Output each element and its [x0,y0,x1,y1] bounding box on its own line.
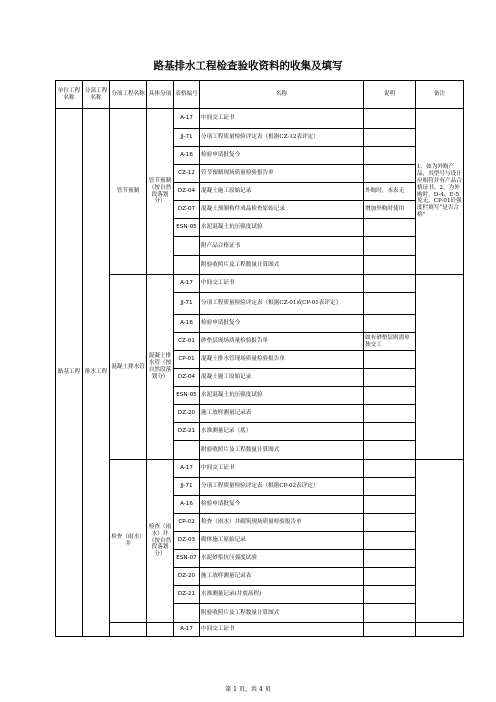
form-name: 附验收照片及工程数量计算图式 [200,256,364,275]
description-cell [364,387,416,405]
form-code: JJ-71 [174,293,200,315]
form-code: A-16 [174,147,200,165]
form-name: 附产品合格证书 [200,237,364,256]
header-unit-project: 单位工程名称 [56,81,83,109]
form-code: CP-01 [174,351,200,369]
form-code: DZ-21 [174,586,200,604]
specific-item-cell: 混凝土排水管（按自然段落划分） [147,275,174,460]
form-name: 水准测量记录(井底高程) [200,586,364,604]
description-cell [364,441,416,460]
header-remark: 备注 [416,81,464,109]
remark-cell: 1、如为外购产品，其型号与设计应相符并有产品合格证书。2、为外购时，D-4、E-5免无，CP-01砼强度栏填写“是否合格” [416,109,464,275]
form-code: A-17 [174,109,200,129]
form-name: 中间交工证书 [200,623,364,637]
form-name: 分项工程质量检验评定表（根据CZ-12表评定） [200,129,364,147]
inspection-table [55,80,464,637]
header-division-project: 分部工程名称 [83,81,110,109]
description-cell [364,532,416,550]
form-code: DZ-04 [174,183,200,201]
description-cell: 如有砂垫层则需单独交工 [364,333,416,351]
form-code: DZ-07 [174,201,200,219]
sub-item-cell [110,623,147,637]
remark-cell [416,460,464,623]
header-row [56,81,464,109]
page-number: 1 [233,686,237,693]
form-code: ESN-05 [174,219,200,237]
unit-project-cell: 路基工程 [56,109,83,637]
description-cell [364,586,416,604]
form-code: DZ-21 [174,423,200,441]
footer-label: 页 [264,686,271,693]
description-cell [364,147,416,165]
form-name: 附验收照片及工程数量计算图式 [200,441,364,460]
description-cell [364,275,416,293]
form-code: CZ-12 [174,165,200,183]
description-cell [364,109,416,129]
form-code [174,441,200,460]
description-cell [364,423,416,441]
table-row [56,460,464,478]
page-footer [0,684,496,693]
sub-item-cell: 检查（雨水）井 [110,460,147,623]
table-row [56,275,464,293]
form-name: 检验申请批复今 [200,496,364,514]
description-cell [364,237,416,256]
form-code: CP-02 [174,514,200,532]
remark-cell [416,623,464,637]
description-cell [364,315,416,333]
total-pages: 4 [259,686,263,693]
form-name: 混凝土排水管现场质量检验报告单 [200,351,364,369]
table-row [56,623,464,637]
form-name: 中间交工证书 [200,109,364,129]
form-name: 施工放样测量记录表 [200,405,364,423]
form-code: ESN-07 [174,550,200,568]
form-name: 砌体施工原始记录 [200,532,364,550]
form-code: A-16 [174,315,200,333]
header-description: 说明 [364,81,416,109]
description-cell [364,129,416,147]
description-cell [364,351,416,369]
description-cell [364,165,416,183]
header-sub-item: 分项工程名称 [110,81,147,109]
form-name: 分项工程质量检验评定表（根据CP-02表评定） [200,478,364,496]
form-code [174,604,200,623]
form-name: 检验申请批复今 [200,147,364,165]
division-project-cell: 排水工程 [83,109,110,637]
form-name: 中间交工证书 [200,460,364,478]
description-cell [364,496,416,514]
description-cell [364,623,416,637]
description-cell [364,460,416,478]
table-row [56,109,464,129]
form-code: JJ-71 [174,129,200,147]
description-cell [364,568,416,586]
header-form-code: 表格编号 [174,81,200,109]
form-name: 混凝土施工原始记录 [200,369,364,387]
specific-item-cell: 管节预制（按自然段落划分） [147,109,174,275]
page-title: 路基排水工程检查验收资料的收集及填写 [153,60,343,72]
description-cell [364,256,416,275]
footer-label: 第 [225,686,232,693]
description-cell [364,550,416,568]
description-cell [364,369,416,387]
form-code [174,237,200,256]
form-code: DZ-03 [174,532,200,550]
form-name: 分项工程质量检验评定表（根据CZ-01或CP-01表评定） [200,293,364,315]
form-code: DZ-20 [174,405,200,423]
remark-cell [416,275,464,460]
sub-item-cell: 管节预制 [110,109,147,275]
form-name: 砂垫层现场质量检验报告单 [200,333,364,351]
form-code: DZ-04 [174,369,200,387]
description-cell [364,293,416,315]
form-code: CZ-01 [174,333,200,351]
form-code: A-17 [174,460,200,478]
form-name: 附验收照片及工程数量计算图式 [200,604,364,623]
form-code: A-17 [174,275,200,293]
form-name: 检验申请批复今 [200,315,364,333]
specific-item-cell: 检查（雨水）井（按自然段落划分） [147,460,174,623]
description-cell [364,604,416,623]
description-cell [364,219,416,237]
form-name: 管节预制现场质量检验报告单 [200,165,364,183]
form-name: 水泥混凝土抗压强度试验 [200,387,364,405]
form-code: ESN-05 [174,387,200,405]
form-name: 混凝土预制构件成品检查原始记录 [200,201,364,219]
form-name: 水泥混凝土抗压强度试验 [200,219,364,237]
form-code: A-16 [174,496,200,514]
description-cell: 增加外购时使用 [364,201,416,219]
form-name: 混凝土施工原始记录 [200,183,364,201]
description-cell [364,405,416,423]
header-specific-item: 具体分项 [147,81,174,109]
form-code: A-17 [174,623,200,637]
description-cell: 外购时，本表无 [364,183,416,201]
header-name: 名称 [200,81,364,109]
sub-item-cell: 混凝土排水管 [110,275,147,460]
form-name: 水准测量记录（底） [200,423,364,441]
form-code [174,256,200,275]
description-cell [364,514,416,532]
form-code: DZ-20 [174,568,200,586]
form-name: 施工放样测量记录表 [200,568,364,586]
form-code: JJ-71 [174,478,200,496]
footer-label: 页，共 [238,686,257,693]
form-name: 中间交工证书 [200,275,364,293]
form-name: 检查（雨水）井砌筑现场质量检验报告单 [200,514,364,532]
form-name: 水泥砂浆抗压强度试验 [200,550,364,568]
specific-item-cell [147,623,174,637]
description-cell [364,478,416,496]
